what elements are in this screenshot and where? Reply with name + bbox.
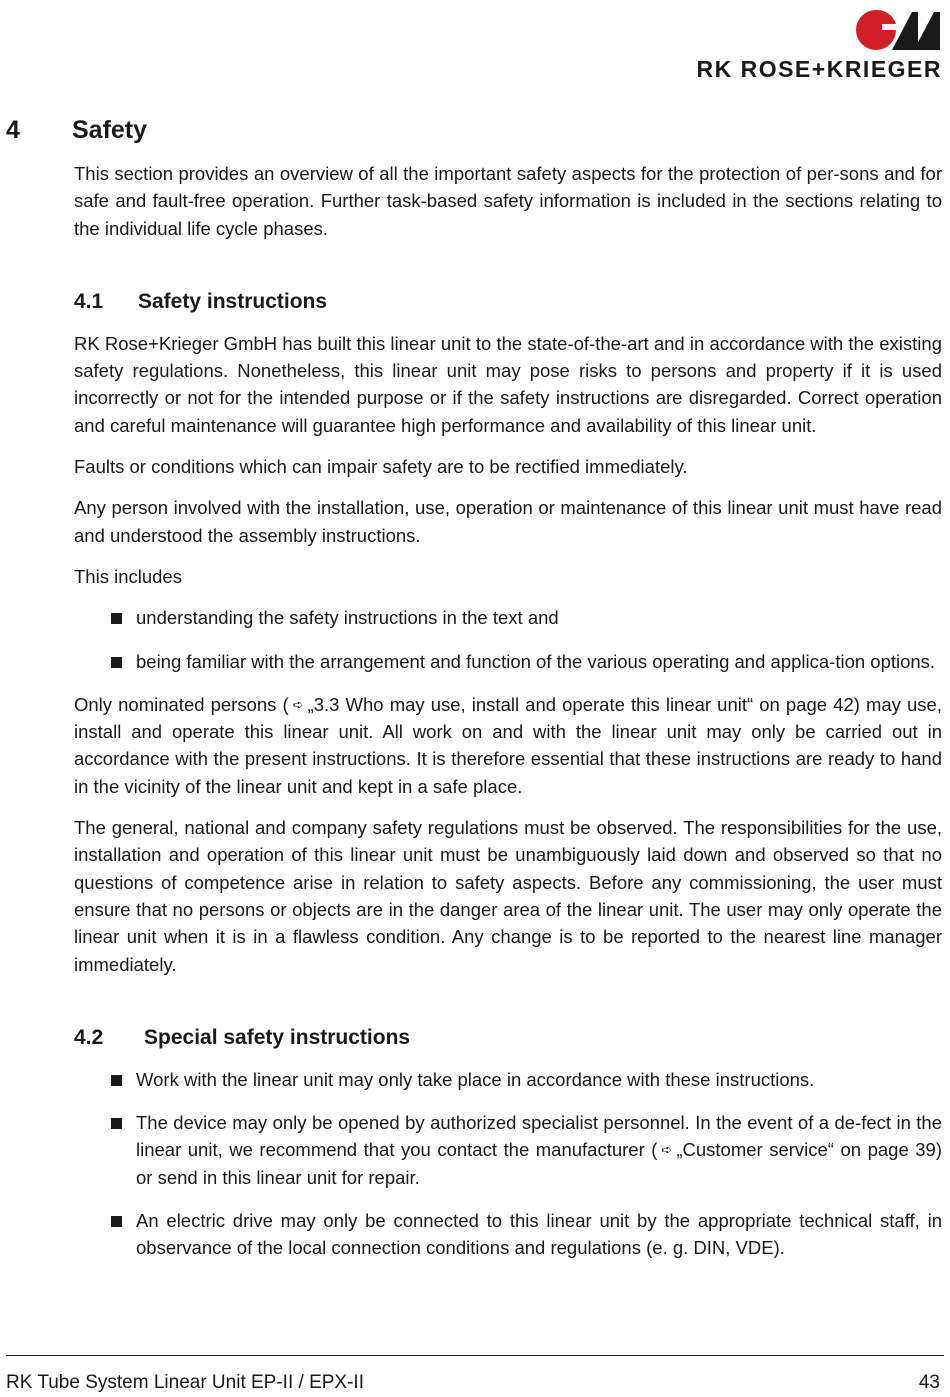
paragraph-text: Only nominated persons ( <box>74 693 289 715</box>
list-item-text: An electric drive may only be connected to this linear unit by the appropriate technical staff, in observance of the local connection conditions and regulations (e. g. DIN, VDE). <box>136 1210 942 1259</box>
subsection-title: Special safety instructions <box>144 1025 411 1049</box>
footer-document-title: RK Tube System Linear Unit EP-II / EPX-II <box>6 1372 364 1393</box>
subsection-number: 4.2 <box>74 1025 104 1049</box>
footer-divider <box>6 1355 944 1356</box>
list-item <box>74 648 942 675</box>
list-item-text: being familiar with the arrangement and function of the various operating and applica-tion options. <box>136 650 936 672</box>
section-intro: This section provides an overview of all the important safety aspects for the protection of per-sons and for safe and fault-free operation. Further task-based safety information is included in the sections relating to the individual life cycle phases. <box>74 163 942 239</box>
paragraph: RK Rose+Krieger GmbH has built this linear unit to the state-of-the-art and in accordance with the existing safety regulations. Nonetheless, this linear unit may pose risks to persons and property if it is used incorrectly or not for the intended purpose or if the safety instructions are disregarded. Correct operation and careful maintenance will guarantee high performance and availability of this linear unit. <box>74 332 942 436</box>
cross-reference-arrow-icon: ➪ <box>661 1142 673 1158</box>
bullet-list <box>74 604 942 675</box>
rk-rose-krieger-logo <box>672 8 942 80</box>
footer-page-number: 43 <box>918 1372 940 1393</box>
list-item <box>74 604 942 631</box>
cross-reference-arrow-icon: ➪ <box>292 696 304 712</box>
bullet-square-icon <box>111 1075 122 1086</box>
list-item-text: understanding the safety instructions in the text and <box>136 607 559 629</box>
rk-logo-icon <box>852 8 942 52</box>
cross-reference-link[interactable]: „3.3 Who may use, install and operate this linear unit“ on page 42) may use, install and operate this linear unit. All work on and with the linear unit may only be carried out in accordance with the present instructions. It is therefore essential that these instructions are ready to hand in the vicinity of the linear unit and kept in a safe place. <box>74 693 942 797</box>
paragraph: Any person involved with the installation, use, operation or maintenance of this linear unit must have read and understood the assembly instructions. <box>74 497 942 546</box>
cross-reference-link[interactable]: „Customer service“ on page 39) or send in this linear unit for repair. <box>136 1139 942 1188</box>
list-item <box>74 1207 942 1262</box>
list-item-text-part: The device may only be opened by authorized specialist personnel. In the event of a de-fect in the linear unit, we recommend that you contact the manufacturer ( <box>136 1112 942 1161</box>
section-heading <box>0 114 950 148</box>
subsection-heading-4-2 <box>0 1026 950 1056</box>
paragraph: The general, national and company safety regulations must be observed. The responsibilities for the use, installation and operation of this linear unit must be unambiguously laid down and observed so that no questions of competence arise in relation to safety aspects. Before any commissioning, the user must ensure that no persons or objects are in the danger area of the linear unit. The user may only operate the linear unit when it is in a flawless condition. Any change is to be reported to the nearest line manager immediately. <box>74 817 942 975</box>
page-content <box>0 114 950 1278</box>
list-item-text: Work with the linear unit may only take place in accordance with these instructions. <box>136 1068 815 1090</box>
list-item-text <box>136 1109 942 1191</box>
brand-wordmark: RK ROSE+KRIEGER <box>696 56 942 82</box>
subsection-title: Safety instructions <box>138 289 328 313</box>
paragraph: Faults or conditions which can impair safety are to be rectified immediately. <box>74 456 688 478</box>
bullet-square-icon <box>111 657 122 668</box>
bullet-square-icon <box>111 1118 122 1129</box>
subsection-heading-4-1 <box>0 290 950 320</box>
spacer <box>0 256 950 290</box>
bullet-list <box>74 1066 942 1262</box>
section-title: Safety <box>72 116 148 144</box>
list-item <box>74 1066 942 1093</box>
paragraph-nominated-persons <box>74 691 942 800</box>
spacer <box>0 992 950 1026</box>
subsection-number: 4.1 <box>74 289 104 313</box>
bullet-square-icon <box>111 613 122 624</box>
bullet-square-icon <box>111 1216 122 1227</box>
section-number: 4 <box>6 116 20 144</box>
paragraph: This includes <box>74 565 182 587</box>
list-item <box>74 1109 942 1191</box>
